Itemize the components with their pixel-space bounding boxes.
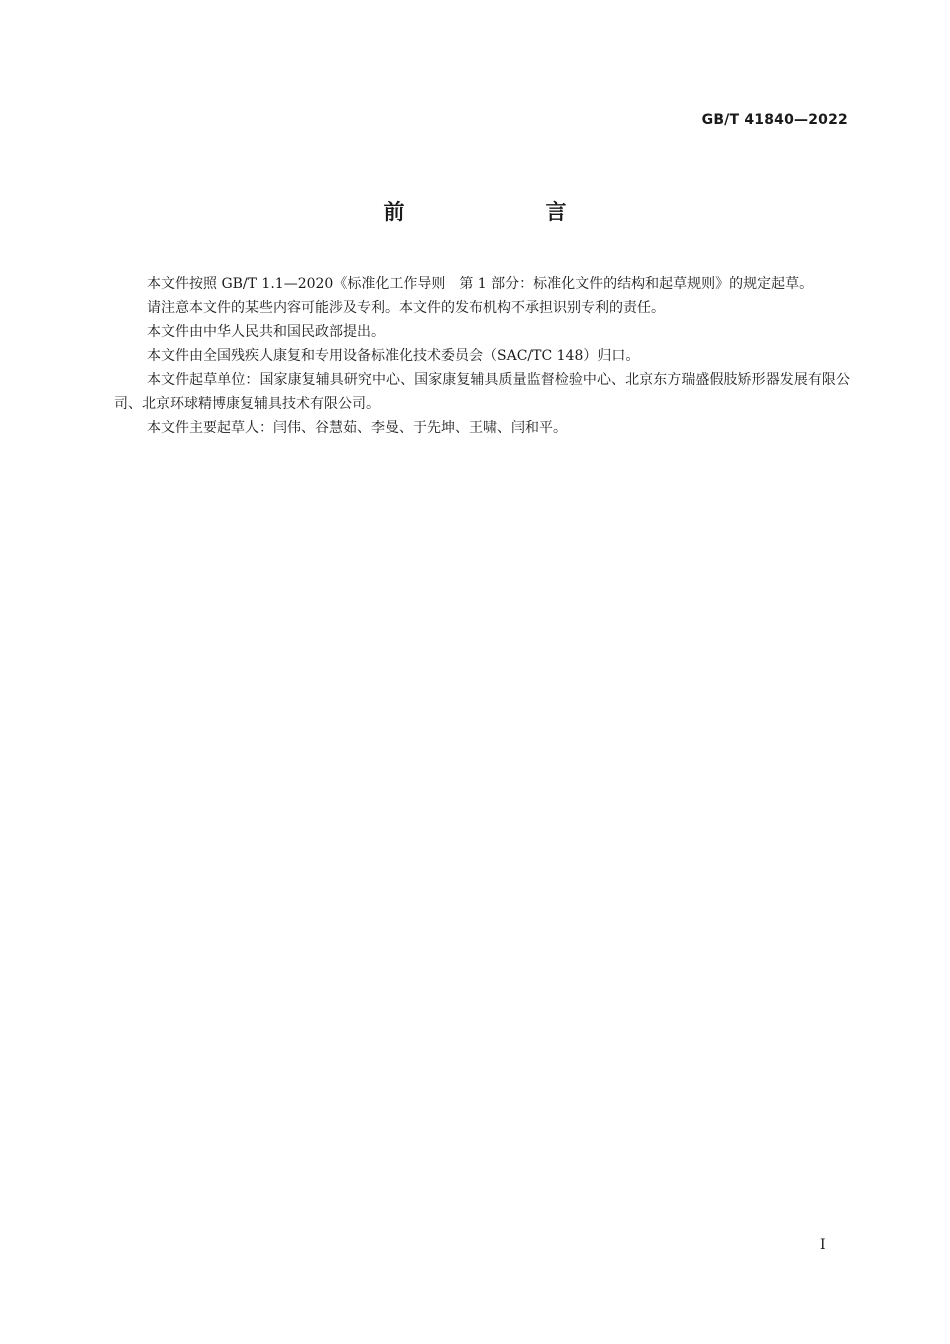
paragraph-patent-notice: 请注意本文件的某些内容可能涉及专利。本文件的发布机构不承担识别专利的责任。 xyxy=(147,300,665,316)
foreword-body xyxy=(114,272,850,440)
paragraph-drafting-units: 本文件起草单位：国家康复辅具研究中心、国家康复辅具质量监督检验中心、北京东方瑞盛假肢矫形器发展有限公司、北京环球精博康复辅具技术有限公司。 xyxy=(114,372,850,412)
paragraph-proposer: 本文件由中华人民共和国民政部提出。 xyxy=(147,324,385,340)
page-number: I xyxy=(820,1237,826,1253)
paragraph-drafters: 本文件主要起草人：闫伟、谷慧茹、李曼、于先坤、王啸、闫和平。 xyxy=(147,420,567,436)
page-title: 前 言 xyxy=(383,200,627,224)
paragraph-drafting-rules: 本文件按照 GB/T 1.1—2020《标准化工作导则 第 1 部分：标准化文件的结构和起草规则》的规定起草。 xyxy=(147,276,814,292)
paragraph-technical-committee: 本文件由全国残疾人康复和专用设备标准化技术委员会（SAC/TC 148）归口。 xyxy=(147,348,640,364)
standard-code: GB/T 41840—2022 xyxy=(701,112,848,128)
